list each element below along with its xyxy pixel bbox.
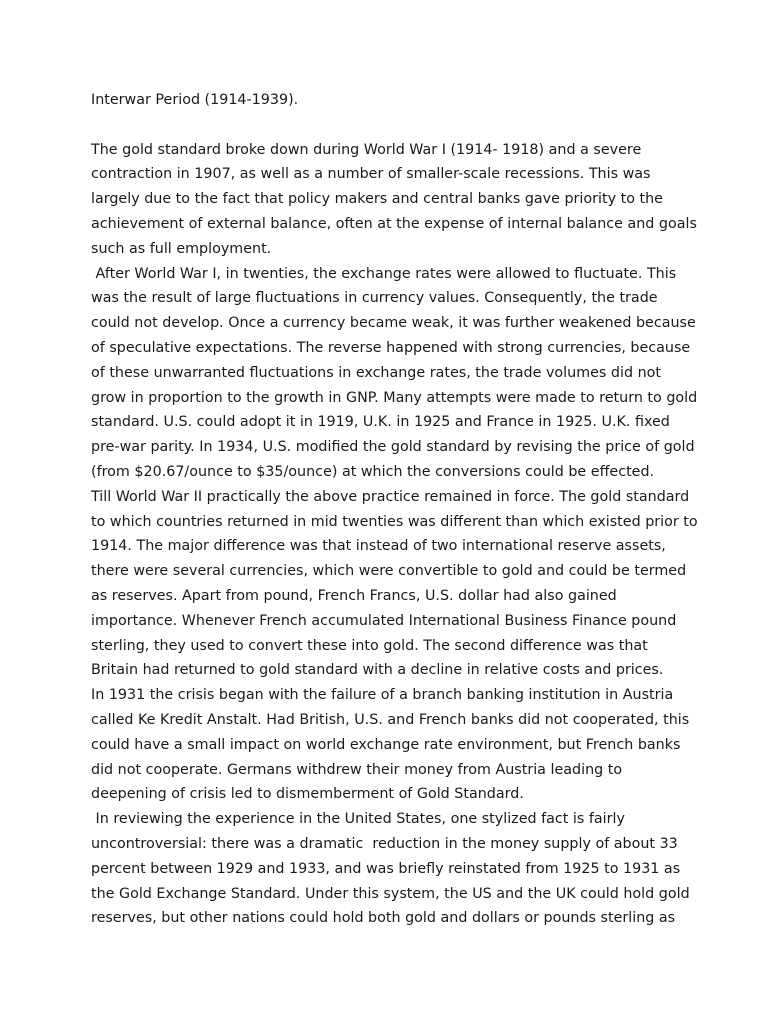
body-text-line: The gold standard broke down during World War I (1914- 1918) and a severe [91, 141, 642, 158]
body-text-line: importance. Whenever French accumulated International Business Finance pound [91, 612, 677, 629]
body-text-line: was the result of large fluctuations in currency values. Consequently, the trade [91, 290, 658, 307]
body-text-line: called Ke Kredit Anstalt. Had British, U.S. and French banks did not cooperated, this [91, 711, 690, 728]
body-text-line: Till World War II practically the above practice remained in force. The gold standard [91, 488, 690, 505]
body-text-line: percent between 1929 and 1933, and was briefly reinstated from 1925 to 1931 as [91, 860, 681, 877]
body-text-line: could have a small impact on world exchange rate environment, but French banks [91, 736, 681, 753]
document-page [91, 88, 698, 931]
body-text-line: In reviewing the experience in the United States, one stylized fact is fairly [91, 811, 625, 828]
body-text-line: reserves, but other nations could hold both gold and dollars or pounds sterling as [91, 910, 676, 927]
body-text-line: grow in proportion to the growth in GNP. Many attempts were made to return to gold [91, 389, 698, 406]
body-text-line: achievement of external balance, often at the expense of internal balance and goals [91, 215, 697, 232]
body-text-line: Britain had returned to gold standard with a decline in relative costs and prices. [91, 662, 664, 679]
body-text-line: contraction in 1907, as well as a number of smaller-scale recessions. This was [91, 166, 651, 183]
body-text-line: deepening of crisis led to dismemberment of Gold Standard. [91, 786, 524, 803]
body-text-line: did not cooperate. Germans withdrew their money from Austria leading to [91, 761, 623, 778]
body-text-line: (from $20.67/ounce to $35/ounce) at which the conversions could be effected. [91, 463, 655, 480]
body-text-line: After World War I, in twenties, the exchange rates were allowed to fluctuate. This [91, 265, 677, 282]
body-text-line: of speculative expectations. The reverse happened with strong currencies, because [91, 339, 691, 356]
body-text-line: standard. U.S. could adopt it in 1919, U.K. in 1925 and France in 1925. U.K. fixed [91, 414, 670, 431]
body-text-line: as reserves. Apart from pound, French Francs, U.S. dollar had also gained [91, 587, 617, 604]
body-text-line: could not develop. Once a currency became weak, it was further weakened because [91, 315, 696, 332]
body-text-line: largely due to the fact that policy makers and central banks gave priority to the [91, 191, 663, 208]
body-text-line: the Gold Exchange Standard. Under this system, the US and the UK could hold gold [91, 885, 690, 902]
body-text-line: In 1931 the crisis began with the failure of a branch banking institution in Austria [91, 687, 674, 704]
body-text-line: sterling, they used to convert these into gold. The second difference was that [91, 637, 648, 654]
body-text-line: uncontroversial: there was a dramatic reduction in the money supply of about 33 [91, 835, 678, 852]
body-text-line: pre-war parity. In 1934, U.S. modified the gold standard by revising the price of gold [91, 439, 695, 456]
document-body [91, 138, 698, 932]
body-text-line: 1914. The major difference was that instead of two international reserve assets, [91, 538, 666, 555]
body-text-line: of these unwarranted fluctuations in exchange rates, the trade volumes did not [91, 364, 662, 381]
body-text-line: there were several currencies, which were convertible to gold and could be termed [91, 563, 687, 580]
body-text-line: such as full employment. [91, 240, 272, 257]
document-title: Interwar Period (1914-1939). [91, 92, 299, 108]
body-text-line: to which countries returned in mid twenties was different than which existed prior to [91, 513, 698, 530]
